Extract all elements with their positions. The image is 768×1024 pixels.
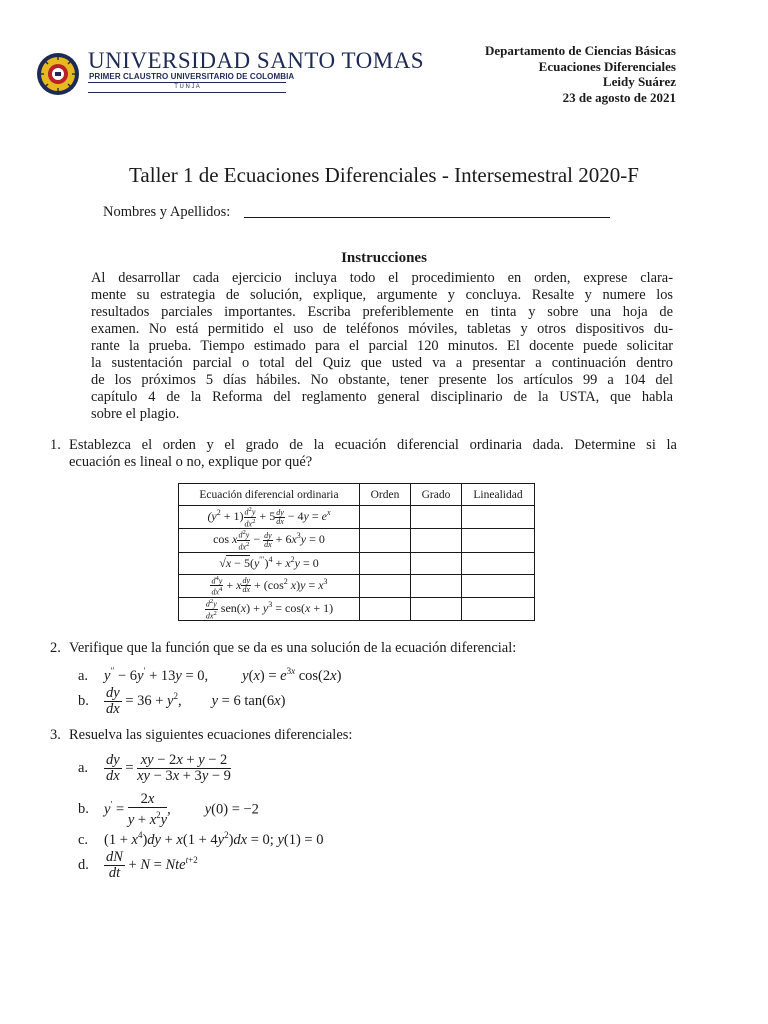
degree-cell[interactable] [411, 506, 462, 529]
logo-divider [88, 82, 286, 83]
table-row [179, 529, 535, 552]
instructions-line: rante la prueba. Tiempo estimado para el parcial 120 minutos. El docente puede solicitar [91, 338, 673, 354]
item-label: b. [78, 801, 89, 818]
equation-cell: $(y^2 + 1)$ $\frac{d^2y}{dx^2}$ + 5 $\frac{dy}{dx}$ − $4y = e^x$ [179, 506, 360, 529]
item-label: c. [78, 831, 89, 848]
order-cell[interactable] [360, 552, 411, 574]
instructions-line: mente su estrategia de solución, explique, argumente y concluya. Resalte y numere los [91, 287, 673, 303]
table-row [179, 574, 535, 597]
instructions-line: capítulo 4 de la Reforma del reglamento general disciplinario de la USTA, que habla [91, 389, 673, 405]
document-title: Taller 1 de Ecuaciones Diferenciales - Intersemestral 2020-F [129, 163, 639, 187]
ode-table [178, 483, 535, 621]
names-blank-line[interactable] [244, 217, 610, 218]
column-header: Ecuación diferencial ordinaria [179, 484, 360, 506]
question-3c: c. $(1 + x^4)dy + x(1 + 4y^2)dx = 0$; y(1) = 0 [78, 830, 324, 848]
instructions-line: examen. No está permitido el uso de teléfonos móviles, tabletas y otros dispositivos du- [91, 321, 673, 337]
question-2-number: 2. [50, 640, 61, 656]
course-label: Ecuaciones Diferenciales [538, 58, 676, 74]
table-row [179, 597, 535, 620]
equation-cell: cos x $\frac{d^2y}{dx^2}$ − $\frac{dy}{dx}$ + $6x^3y = 0$ [179, 529, 360, 552]
item-label: a. [78, 759, 89, 776]
instructions-paragraph [91, 270, 673, 423]
teacher-label: Leidy Suárez [602, 74, 676, 89]
university-subtitle: PRIMER CLAUSTRO UNIVERSITARIO DE COLOMBIA [89, 72, 295, 81]
degree-cell[interactable] [411, 529, 462, 552]
university-name: UNIVERSIDAD SANTO TOMAS [88, 48, 425, 73]
university-seal-icon [36, 52, 80, 96]
question-3b: b. y′ = $\frac{2x}{y + x^2y}$ , y(0) = −2 [78, 791, 259, 828]
order-cell[interactable] [360, 574, 411, 597]
column-header: Linealidad [462, 484, 535, 506]
table-row [179, 552, 535, 574]
item-label: d. [78, 856, 89, 873]
linearity-cell[interactable] [462, 552, 535, 574]
column-header: Grado [411, 484, 462, 506]
linearity-cell[interactable] [462, 597, 535, 620]
linearity-cell[interactable] [462, 574, 535, 597]
linearity-cell[interactable] [462, 506, 535, 529]
equation-cell: $\frac{d^2y}{dx^2}$ $sen(x) + y^3 = \cos(x + 1)$ [179, 597, 360, 620]
question-3-text: Resuelva las siguientes ecuaciones diferenciales: [69, 727, 353, 743]
order-cell[interactable] [360, 506, 411, 529]
column-header: Orden [360, 484, 411, 506]
degree-cell[interactable] [411, 552, 462, 574]
degree-cell[interactable] [411, 574, 462, 597]
date-label: 23 de agosto de 2021 [562, 89, 676, 105]
equation-cell: $\frac{d^4y}{dx^4}$ + x $\frac{dy}{dx}$ + ($\cos^2$ $x)y = x^3$ [179, 574, 360, 597]
order-cell[interactable] [360, 597, 411, 620]
department-label: Departamento de Ciencias Básicas [484, 43, 676, 58]
instructions-line: de los próximos 5 días hábiles. No obstante, tener presente los artículos 99 a 104 del [91, 372, 673, 388]
question-2a: a. y′′ − 6y′ + 13y = 0, $y(x) = e^{3x}$ cos(2x) [78, 666, 342, 684]
question-2-text: Verifique que la función que se da es una solución de la ecuación diferencial: [69, 640, 517, 656]
table-row [179, 506, 535, 529]
instructions-line: resultados parciales importantes. Escriba preferiblemente en tinta y sobre una hoja de [91, 304, 673, 320]
logo-divider [88, 92, 286, 93]
question-1-text: Establezca el orden y el grado de la ecuación diferencial ordinaria dada. Determine si la [69, 437, 677, 453]
order-cell[interactable] [360, 529, 411, 552]
equation-cell: $√x - 5(y''')^4 + x^2y = 0$ [179, 552, 360, 574]
degree-cell[interactable] [411, 597, 462, 620]
instructions-line: la sustentación parcial o total del Quiz que usted va a presentar a continuación dentro [91, 355, 673, 371]
question-3d: d. $\frac{dN}{dt}$ + N = Nte$^{t+2}$ [78, 849, 198, 881]
instructions-heading: Instrucciones [341, 250, 427, 266]
table-header-row [179, 484, 535, 506]
question-3-number: 3. [50, 727, 61, 743]
linearity-cell[interactable] [462, 529, 535, 552]
names-label: Nombres y Apellidos: [103, 204, 231, 220]
university-city: T U N J A [174, 84, 200, 90]
item-label: a. [78, 667, 89, 684]
item-label: b. [78, 692, 89, 709]
question-1-text: ecuación es lineal o no, explique por qué? [69, 454, 313, 470]
question-3a: a. $\frac{dy}{dx}$ = $\frac{xy - 2x + y - 2}{xy - 3x + 3y - 9}$ [78, 752, 231, 784]
instructions-line: Al desarrollar cada ejercicio incluya todo el procedimiento en orden, exprese clara- [91, 270, 673, 286]
question-1-number: 1. [50, 437, 61, 453]
question-2b: b. $\frac{dy}{dx}$ = $36 + y^2$, y = 6 tan(6x) [78, 685, 286, 717]
instructions-line: sobre el plagio. [91, 406, 180, 422]
